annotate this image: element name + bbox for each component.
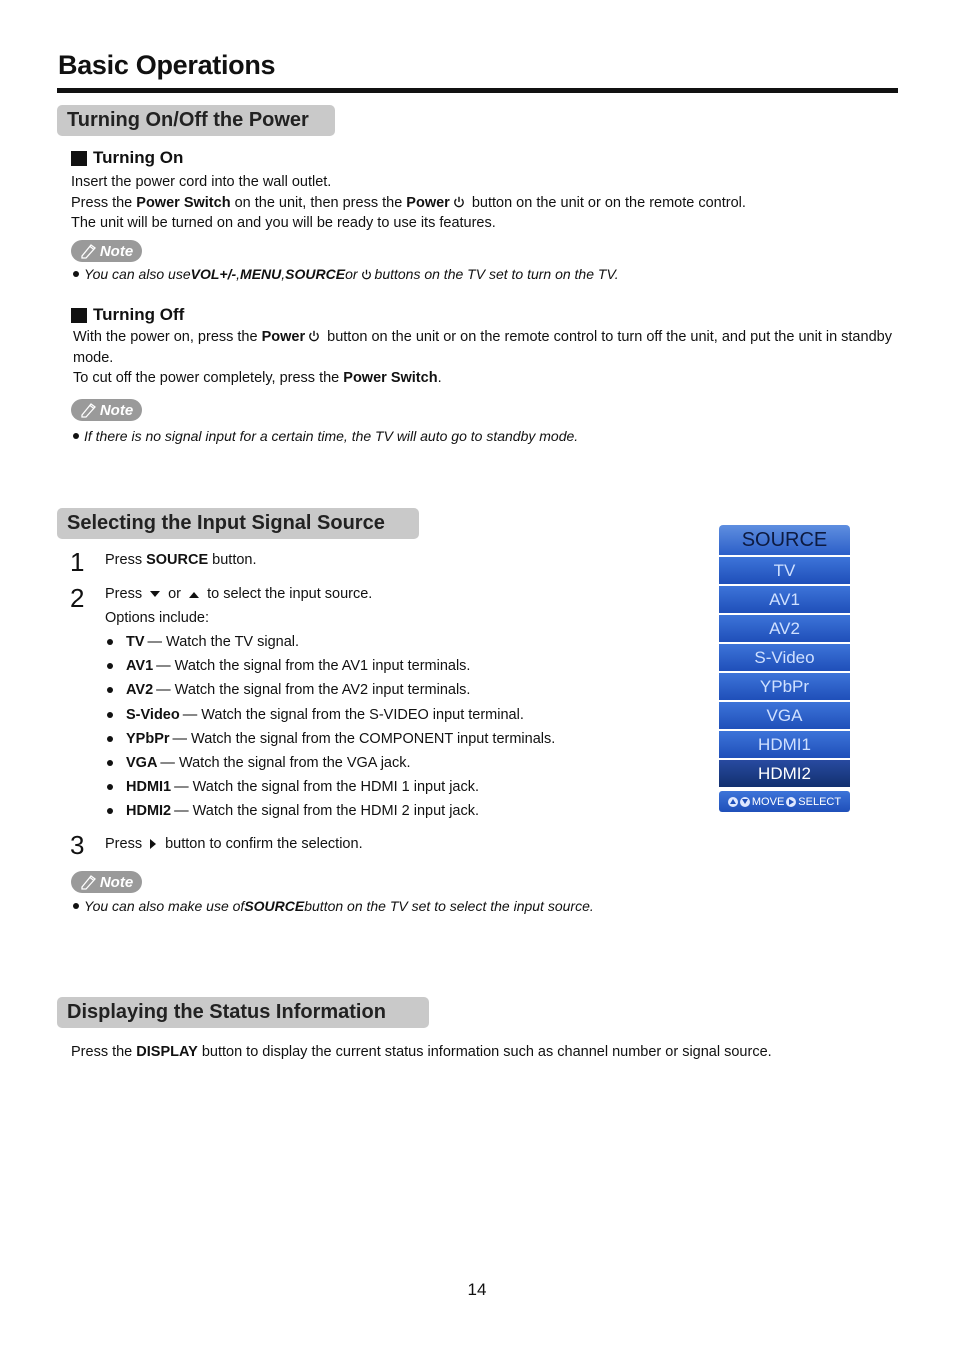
text-run: With the power on, press the (73, 329, 262, 345)
text-run: You can also use (84, 266, 191, 282)
page-number: 14 (467, 1280, 487, 1299)
note-badge-3 (71, 871, 142, 893)
note-3-text (73, 898, 594, 914)
note-badge-label: Note (99, 873, 134, 891)
turning-on-line2 (71, 193, 746, 214)
right-arrow-icon (786, 797, 796, 807)
text-run: on the unit, then press the (230, 194, 407, 211)
vol-term: VOL+/- (190, 266, 237, 282)
turning-off-paragraph (73, 327, 903, 368)
source-menu-item-tv[interactable]: TV (719, 557, 850, 584)
turning-on-line1: Insert the power cord into the wall outlet. (71, 174, 332, 190)
down-arrow-icon (150, 591, 160, 598)
text-run: Press the (71, 194, 137, 211)
list-item (105, 799, 555, 823)
source-menu-item-hdmi1[interactable]: HDMI1 (719, 731, 850, 758)
right-arrow-icon (150, 839, 157, 849)
text-run: button on the TV set to select the input source. (304, 898, 594, 914)
text-run: If there is no signal input for a certain time, the TV will auto go to standby mode. (84, 428, 579, 444)
bullet-icon (107, 712, 113, 718)
text-run: button to display the current status information such as channel number or signal source. (197, 1044, 772, 1060)
subheading-turning-on (71, 148, 183, 168)
option-name: AV2 (126, 682, 154, 699)
step-3-text (105, 834, 363, 855)
text-run: , (281, 266, 286, 282)
up-arrow-icon (728, 797, 738, 807)
bullet-icon (107, 784, 113, 790)
text-run: button to confirm the selection. (161, 836, 363, 852)
note-badge-label: Note (99, 242, 134, 260)
source-menu (719, 525, 850, 812)
text-run: Press the (71, 1044, 137, 1060)
source-menu-footer (719, 791, 850, 812)
option-desc: — Watch the signal from the HDMI 2 input jack. (174, 803, 480, 820)
power-icon (361, 269, 372, 280)
option-desc: — Watch the signal from the AV2 input terminals. (156, 682, 471, 699)
turning-off-line2 (73, 368, 442, 389)
text-run: Press (105, 836, 147, 852)
bullet-icon (73, 433, 79, 439)
source-menu-item-hdmi2[interactable]: HDMI2 (719, 760, 850, 787)
bullet-icon (107, 663, 113, 669)
text-run: button on the unit or on the remote control to turn off the unit, and put the unit in standby mode. (73, 329, 892, 366)
step-1-text (105, 550, 257, 571)
text-run: To cut off the power completely, press the (73, 370, 344, 386)
subheading-turning-off-label: Turning Off (93, 305, 185, 324)
note-badge-1 (71, 240, 142, 262)
text-run: to select the input source. (203, 586, 373, 602)
source-term: SOURCE (146, 552, 209, 568)
list-item (105, 630, 555, 654)
display-term: DISPLAY (136, 1044, 198, 1060)
step-number-3: 3 (70, 830, 85, 860)
options-intro: Options include: (105, 610, 209, 626)
text-run: . (437, 370, 442, 386)
section-heading-source: Selecting the Input Signal Source (57, 508, 419, 539)
bullet-icon (107, 808, 113, 814)
power-icon (453, 196, 465, 208)
option-name: HDMI2 (126, 803, 172, 820)
step-2-text (105, 584, 372, 605)
text-run: Press (105, 552, 147, 568)
list-item (105, 751, 555, 775)
option-desc: — Watch the signal from the VGA jack. (160, 755, 411, 772)
option-desc: — Watch the signal from the COMPONENT input terminals. (172, 730, 556, 747)
text-run: , (236, 266, 241, 282)
source-options-list (105, 630, 555, 824)
source-menu-item-vga[interactable]: VGA (719, 702, 850, 729)
source-menu-item-s-video[interactable]: S-Video (719, 644, 850, 671)
turning-on-text (71, 172, 746, 234)
step-number-1: 1 (70, 547, 85, 577)
source-menu-item-av1[interactable]: AV1 (719, 586, 850, 613)
display-text (71, 1042, 772, 1063)
list-item (105, 727, 555, 751)
section-heading-power: Turning On/Off the Power (57, 105, 335, 136)
square-bullet-icon (71, 308, 87, 323)
note-badge-2 (71, 399, 142, 421)
option-name: YPbPr (126, 730, 170, 747)
text-run: or (345, 266, 358, 282)
pencil-icon (80, 402, 98, 418)
turning-on-line3: The unit will be turned on and you will be ready to use its features. (71, 215, 496, 231)
power-switch-term: Power Switch (343, 370, 438, 386)
list-item (105, 775, 555, 799)
up-arrow-icon (189, 591, 199, 598)
list-item (105, 703, 555, 727)
source-term: SOURCE (244, 898, 305, 914)
footer-select-label: SELECT (798, 795, 842, 808)
source-menu-item-av2[interactable]: AV2 (719, 615, 850, 642)
text-run: buttons on the TV set to turn on the TV. (374, 266, 619, 282)
bullet-icon (73, 271, 79, 277)
option-desc: — Watch the signal from the AV1 input terminals. (156, 658, 471, 675)
source-menu-title: SOURCE (719, 525, 850, 555)
pencil-icon (80, 243, 98, 259)
source-menu-item-ypbpr[interactable]: YPbPr (719, 673, 850, 700)
text-run: button. (208, 552, 257, 568)
text-run: or (164, 586, 186, 602)
page-title: Basic Operations (58, 50, 276, 80)
option-desc: — Watch the signal from the S-VIDEO input terminal. (182, 706, 524, 723)
list-item (105, 654, 555, 678)
option-name: AV1 (126, 658, 154, 675)
text-run: button on the unit or on the remote control. (467, 194, 746, 211)
pencil-icon (80, 874, 98, 890)
subheading-turning-on-label: Turning On (93, 148, 184, 167)
text-run: Press (105, 586, 147, 602)
section-heading-display: Displaying the Status Information (57, 997, 429, 1028)
menu-term: MENU (240, 266, 282, 282)
power-term: Power (406, 194, 450, 211)
option-name: HDMI1 (126, 779, 172, 796)
bullet-icon (73, 903, 79, 909)
bullet-icon (107, 760, 113, 766)
bullet-icon (107, 639, 113, 645)
option-name: TV (126, 634, 145, 651)
power-icon (308, 330, 320, 342)
list-item (105, 678, 555, 702)
subheading-turning-off (71, 305, 184, 325)
option-desc: — Watch the signal from the HDMI 1 input jack. (174, 779, 480, 796)
text-run: You can also make use of (84, 898, 245, 914)
title-rule (57, 88, 898, 93)
square-bullet-icon (71, 151, 87, 166)
source-term: SOURCE (285, 266, 346, 282)
option-desc: — Watch the TV signal. (147, 634, 300, 651)
bullet-icon (107, 736, 113, 742)
option-name: VGA (126, 755, 158, 772)
down-arrow-icon (740, 797, 750, 807)
note-badge-label: Note (99, 401, 134, 419)
power-switch-term: Power Switch (136, 194, 231, 211)
bullet-icon (107, 687, 113, 693)
step-number-2: 2 (70, 583, 85, 613)
note-2-text (73, 428, 578, 444)
note-1-text (73, 266, 619, 282)
footer-move-label: MOVE (751, 795, 785, 808)
option-name: S-Video (126, 706, 180, 723)
power-term: Power (261, 329, 306, 345)
